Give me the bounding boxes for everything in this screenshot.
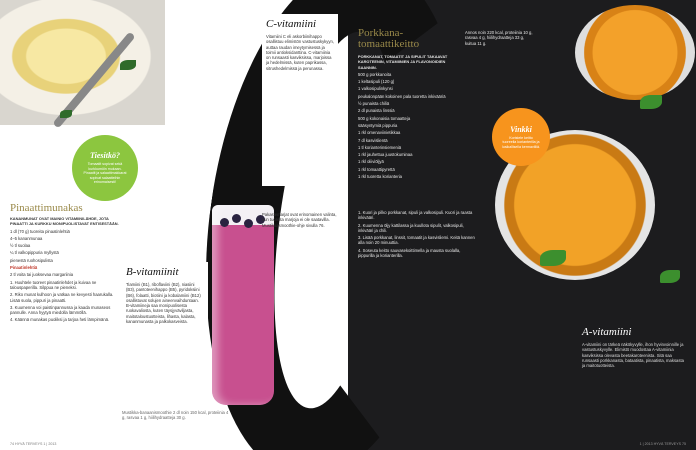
smoothie-credit: Mustikka-banaanismoothie 2 dl noin 150 kcal, proteiinia 4 g, rasvaa 1 g, hiilihydraatteja 30 g. bbox=[122, 410, 229, 421]
ingredient: ½ punaista chiliä bbox=[358, 101, 390, 107]
step: 1. Kuori ja pilko porkkanat, sipuli ja valkosipuli. Kuori ja raasta inkivääri. bbox=[358, 210, 473, 221]
soup-steps bbox=[358, 210, 478, 260]
ingredient: Pinaatinlehtiä bbox=[10, 265, 38, 271]
ingredient: 2 tl voita tai juoksevaa margariinia bbox=[10, 272, 74, 278]
ingredient: 500 g porkkanoita bbox=[358, 71, 392, 77]
ingredient: 1 dl (70 g) tuoreita pinaatinlehtiä bbox=[10, 228, 70, 234]
recipe-title: Pinaattimunakas bbox=[10, 202, 83, 214]
blueberry bbox=[232, 214, 241, 223]
ingredient: 4–5 kananmunaa bbox=[10, 235, 43, 241]
ingredient: 500 g kokonaisia tomaatteja bbox=[358, 115, 411, 121]
step: 3. Lisää porkkanat, linssit, tomaatit ja kasvisliemi. Keitä kannen alla noin 20 minuuttia. bbox=[358, 235, 475, 246]
tip-title: Tiesitkö? bbox=[90, 151, 120, 161]
ingredient: ¼ tl valkopippuria myllystä bbox=[10, 250, 59, 256]
ingredient: 1 rkl jauhettua juustokuminaa bbox=[358, 152, 413, 158]
ingredient: 1 keltasipuli (120 g) bbox=[358, 79, 395, 85]
b-vitamin-title: B-vitamiinit bbox=[126, 266, 179, 278]
ingredient: 1 rkl oliiviöljyä bbox=[358, 159, 384, 165]
ingredient: ½ tl suolaa bbox=[10, 243, 31, 249]
a-vitamin-text: A-vitamiini on tärkeä näkökyvylle, ihon hyvinvoinnille ja vastustuskyvylle. Elimistö muodostaa A-vitamiinia kasviksissa olevasta beetakaroteenista. Sitä saa runsaasti porkkanasta, bataatista, pinaatista, maksasta ja maitotuotteista. bbox=[582, 342, 684, 369]
step: 2. Kuumenna öljy kattilassa ja kuullota sipulit, valkosipuli, inkivääri ja chili. bbox=[358, 222, 464, 233]
step: 1. Huuhtele tuoreet pinaatinlehdet ja kuivaa ne talouspaperilla. Silppua ne pieneksi. bbox=[10, 279, 97, 290]
ingredient: 1 valkosipulinkynsi bbox=[358, 86, 393, 92]
ingredient: 1 tl korianterinsiemeniä bbox=[358, 144, 402, 150]
blueberry bbox=[244, 219, 253, 228]
ingredient: peukalonpään kokoinen pala tuoretta inkivääriä bbox=[358, 93, 446, 99]
recipe-lead: KANANMUNAT OVAT MAINIO VITAMIINILÄHDE, JOTA PINAATTI JA KURKKU MONIPUOLISTAVAT ENTISESTÄÄN. bbox=[10, 216, 119, 227]
soup-recipe-body bbox=[358, 54, 458, 181]
coriander-leaf bbox=[660, 270, 680, 283]
vinkki-text: Koristele keitto tuoreella korianterilla ja lusikallisella kermaviiliä. bbox=[502, 135, 540, 149]
c-vitamin-title: C-vitamiini bbox=[266, 18, 317, 30]
coriander-leaf bbox=[640, 95, 662, 109]
blueberry bbox=[220, 218, 229, 227]
vinkki-title: Vinkki bbox=[510, 124, 532, 134]
smoothie-caption: Pakastemarjat ovat erinomainen valinta, kun tuoreita marjoja ei ole saatavilla. Mustikkasmoothie-ohje sivulla 76. bbox=[262, 212, 337, 228]
recipe-body-left bbox=[10, 216, 120, 325]
c-vitamin-text: Vitamiini C eli askorbiinihappo osallistuu elimistön vastustuskykyyn, auttaa raudan imeytymisessä ja toimii antioksidanttina. C-vitamiinia on runsaasti kasviksissa, marjoissa ja hedelmissä, kuten paprikassa, sitrushedelmissä ja perunassa. bbox=[266, 34, 334, 71]
page-footer-right: 1 | 2013 HYVÄ TERVEYS 75 bbox=[639, 442, 686, 446]
vinkki-bubble bbox=[492, 108, 550, 166]
step: 4. Soseuta keitto sauvasekoittimella ja mausta suolalla, pippurilla ja korianterilla. bbox=[358, 247, 461, 259]
soup-lead: PORKKANAT, TOMAATIT JA SIPULIT TAKAAVAT KAROTEENIN, VITAMIINIEN JA FLAVONOIDIEN SAANNIN. bbox=[358, 54, 448, 70]
coriander-leaf bbox=[540, 250, 566, 266]
herb-leaf bbox=[120, 60, 136, 70]
herb-leaf bbox=[60, 110, 72, 118]
ingredient: 2 dl punaista linssiä bbox=[358, 108, 395, 114]
omelette-photo bbox=[0, 0, 165, 125]
page-footer-left: 74 HYVÄ TERVEYS 1 | 2013 bbox=[10, 442, 57, 446]
tip-bubble bbox=[72, 135, 138, 201]
soup-bowl-photo-top bbox=[575, 5, 695, 100]
tip-text: Tomaatit sopivat sekä kurkkumöin mukaan. Pinaatit ja salaattimakkarat sopivat salaatteihin erinomaisesti! bbox=[83, 162, 127, 185]
b-vitamin-text: Tiamiini (B1), riboflaviini (B2), niasiini (B3), pantoteenihappo (B5), pyridoksiini (B6), folaatti, biotiini ja kobalamiini (B12) osallistuvat solujen aineenvaihduntaan. B-vitamiineja saa monipuolisesta ruokavaliosta, kuten täysjyväviljasta, maitotaloustuotteista, lihasta, kalasta, kananmunasta ja palkokasveista. bbox=[126, 282, 201, 325]
a-vitamin-box bbox=[578, 322, 690, 440]
c-vitamin-box bbox=[262, 14, 338, 186]
a-vitamin-title: A-vitamiini bbox=[582, 326, 632, 338]
b-vitamin-box bbox=[122, 262, 208, 404]
soup-recipe-title: Porkkana-tomaattikeitto bbox=[358, 27, 420, 50]
smoothie-glass-photo bbox=[212, 205, 274, 405]
ingredient: 1 rkl tuoretta korianteria bbox=[358, 174, 402, 180]
step: 2. Riko munat kulhoon ja vatkaa ne kevyesti haarukalla. Lisää suola, pippuri ja pinaatti. bbox=[10, 292, 114, 303]
ingredient: sääsyntymiä pippuria bbox=[358, 122, 398, 128]
step: 3. Kuumenna voi paistinpannussa ja kaada munaseos pannulle. Anna hyytyä miedolla lämmöllä. bbox=[10, 304, 111, 316]
ingredient: pienestä ruohosipulista bbox=[10, 257, 53, 263]
ingredient: 7 dl kasvislientä bbox=[358, 137, 388, 143]
ingredient: 1 rkl tomaattipyrettä bbox=[358, 166, 395, 172]
ingredient: 1 rkl omenaviinietikkaa bbox=[358, 130, 401, 136]
soup-nutrition: Annos noin 220 kcal, proteiinia 10 g, rasvaa 4 g, hiilihydraatteja 33 g, kuitua 11 g. bbox=[465, 30, 533, 46]
step: 4. Käännä munakas puoliksi ja tarjoa heti lämpimänä. bbox=[10, 317, 110, 323]
